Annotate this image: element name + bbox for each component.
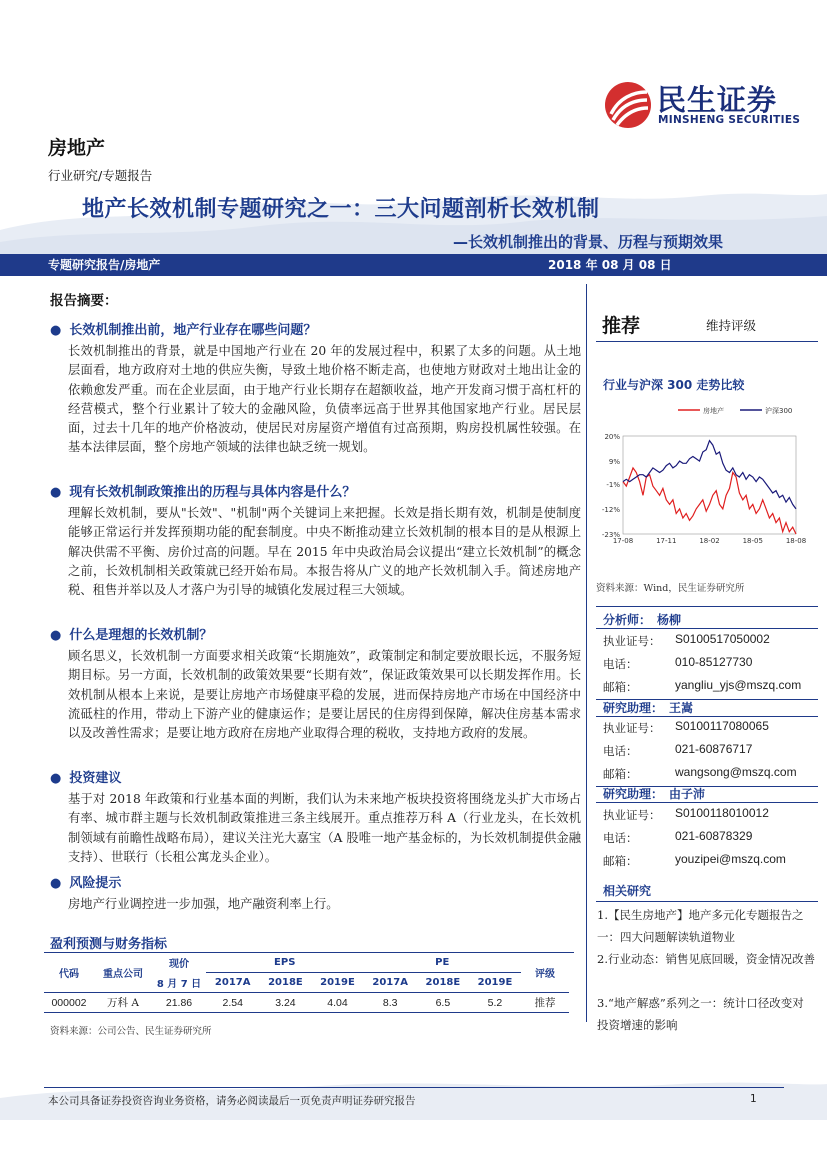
y-tick-label: -12% — [601, 505, 620, 514]
fin-col-code: 代码 — [59, 969, 79, 980]
report-type: 行业研究/专题报告 — [48, 168, 153, 183]
logo-text-cn: 民生证券 — [657, 83, 778, 117]
analyst-2-heading: 研究助理： 王嵩 — [603, 701, 694, 715]
page-number: 1 — [750, 1093, 757, 1105]
analyst-3-email-label: 邮箱： — [603, 854, 638, 868]
y-tick-label: 9% — [608, 458, 620, 467]
analyst-divider-1 — [596, 606, 818, 607]
fin-col-price-date: 8 月 7 日 — [156, 978, 202, 990]
fin-year: 2018E — [425, 977, 461, 988]
analyst-1-license-label: 执业证号： — [603, 634, 661, 648]
summary-question-3: ● 什么是理想的长效机制？ — [50, 628, 213, 643]
related-title: 相关研究 — [603, 884, 652, 898]
rating-label: 推荐 — [602, 315, 641, 337]
table-row — [44, 993, 569, 1013]
summary-paragraph-2: 理解长效机制，要从"长效"、"机制"两个关键词上来把握。长效是指长期有效，机制是使制度能够正常运行并发挥预期功能的配套制度。中央不断推动建立长效机制的根本目的是从根源上解决供需不平衡、房价过高的问题。早在 2015 年中央政治局会议提出“建立长效机制”的概念之前，长效机制相关政策就已经开始布局。本报告将从广义的地产长效机制入手。简述房地产税、租售并举以及人才落户为引导的城镇化发展过程三大领域。 — [68, 506, 581, 598]
column-divider — [586, 284, 587, 1022]
series-line-real-estate — [623, 468, 796, 534]
footer-rule — [44, 1087, 784, 1088]
fin-year: 2018E — [268, 977, 303, 988]
fin-col-eps: EPS — [206, 953, 363, 973]
plot-frame — [623, 436, 796, 534]
fin-cell-pe: 6.5 — [435, 996, 451, 1009]
footer-disclaimer: 本公司具备证券投资咨询业务资格，请务必阅读最后一页免责声明证券研究报告 — [48, 1095, 416, 1107]
analyst-1-phone: 010-85127730 — [675, 655, 753, 669]
report-category: 专题研究报告/房地产 — [48, 258, 161, 272]
summary-label: 报告摘要： — [50, 293, 118, 309]
financials-table — [44, 953, 569, 1013]
x-tick-label: 17-08 — [612, 537, 634, 545]
bullet-icon: ● — [50, 876, 62, 891]
fin-cell-price: 21.86 — [165, 996, 193, 1009]
analyst-divider-1b — [596, 628, 818, 629]
summary-paragraph-5: 房地产行业调控进一步加强，地产融资利率上行。 — [68, 897, 339, 911]
analyst-3-license-label: 执业证号： — [603, 808, 661, 822]
fin-year: 2019E — [477, 977, 513, 988]
related-item-2[interactable]: 2.行业动态：销售见底回暖，资金情况改善 — [597, 952, 815, 966]
minsheng-logo-icon — [603, 78, 653, 130]
fin-cell-eps: 2.54 — [222, 996, 243, 1009]
financials-source: 资料来源：公司公告、民生证券研究所 — [50, 1026, 212, 1037]
fin-cell-code: 000002 — [51, 996, 87, 1009]
chart-title: 行业与沪深 300 走势比较 — [603, 378, 745, 392]
minsheng-logo — [603, 78, 803, 134]
y-tick-label: -1% — [606, 480, 620, 489]
fin-year: 2017A — [214, 977, 251, 988]
fin-cell-company: 万科 A — [107, 997, 139, 1009]
summary-question-1: ● 长效机制推出前，地产行业存在哪些问题？ — [50, 323, 317, 338]
analyst-3-heading: 研究助理： 由子沛 — [603, 787, 706, 801]
summary-paragraph-3: 顾名思义，长效机制一方面要求相关政策“长期施效”，政策制定和制定要放眼长远，不服务短期目标。另一方面，长效机制的政策效果要“长期有效”，保证政策效果可以长期发挥作用。长效机制从根本上来说，是要让房地产市场健康平稳的发展，进而保持房地产市场在中国经济中流砥柱的作用，带动上下游产业的健康运作；是要让居民的住房得到保障，解决住房基本需求以及改善性需求；是要让地方政府在房地产业取得合理的税收，支持地方政府的发展。 — [68, 649, 581, 741]
fin-col-company: 重点公司 — [103, 969, 143, 980]
analyst-2-license-label: 执业证号： — [603, 721, 661, 735]
industry-label: 房地产 — [48, 137, 106, 159]
fin-cell-rating: 推荐 — [534, 997, 556, 1009]
analyst-divider-3b — [596, 802, 818, 803]
report-date: 2018 年 08 月 08 日 — [548, 258, 672, 272]
fin-cell-pe: 8.3 — [382, 996, 398, 1009]
analyst-1-license: S0100517050002 — [675, 632, 770, 646]
summary-question-5: ● 风险提示 — [50, 876, 122, 891]
chart-source: 资料来源：Wind，民生证券研究所 — [596, 583, 745, 594]
bullet-icon: ● — [50, 771, 62, 786]
summary-question-4: ● 投资建议 — [50, 771, 122, 786]
fin-col-rating: 评级 — [535, 969, 555, 980]
x-tick-label: 17-11 — [656, 537, 677, 545]
fin-col-price: 现价 — [169, 959, 189, 971]
analyst-1-phone-label: 电话： — [603, 657, 638, 671]
fin-year: 2017A — [372, 977, 408, 988]
y-tick-label: -23% — [601, 531, 620, 539]
summary-question-2: ● 现有长效机制政策推出的历程与具体内容是什么？ — [50, 485, 356, 500]
rating-divider — [596, 341, 818, 342]
x-tick-label: 18-02 — [699, 537, 720, 545]
analyst-3-email[interactable]: youzipei@mszq.com — [675, 852, 786, 866]
bullet-icon: ● — [50, 323, 62, 338]
analyst-1-heading: 分析师： 杨柳 — [603, 613, 682, 627]
legend-label: 房地产 — [703, 407, 724, 415]
related-item-1[interactable]: 1.【民生房地产】地产多元化专题报告之一：四大问题解读轨道物业 — [597, 908, 804, 944]
legend-label: 沪深300 — [765, 407, 793, 415]
analyst-2-license: S0100117080065 — [675, 719, 769, 733]
fin-cell-eps: 4.04 — [327, 996, 348, 1009]
analyst-2-phone-label: 电话： — [603, 744, 638, 758]
x-tick-label: 18-05 — [742, 537, 763, 545]
analyst-1-email-label: 邮箱： — [603, 680, 638, 694]
financials-title: 盈利预测与财务指标 — [50, 937, 168, 952]
bullet-icon: ● — [50, 628, 62, 643]
analyst-divider-2b — [596, 716, 818, 717]
analyst-2-email[interactable]: wangsong@mszq.com — [675, 765, 797, 779]
y-tick-label: 20% — [604, 433, 620, 441]
analyst-3-phone-label: 电话： — [603, 831, 638, 845]
fin-cell-eps: 3.24 — [275, 996, 296, 1009]
bullet-icon: ● — [50, 485, 62, 500]
fin-year: 2019E — [320, 977, 355, 988]
analyst-1-email[interactable]: yangliu_yjs@mszq.com — [675, 678, 802, 692]
related-item-3[interactable]: 3.“地产解惑”系列之一：统计口径改变对投资增速的影响 — [597, 996, 804, 1032]
fin-cell-pe: 5.2 — [487, 996, 503, 1009]
page-title: 地产长效机制专题研究之一：三大问题剖析长效机制 — [82, 197, 600, 222]
summary-paragraph-1: 长效机制推出的背景，就是中国地产行业在 20 年的发展过程中，积累了太多的问题。从土地层面看，地方政府对土地的供应失衡，导致土地价格不断走高，也使地方财政对土地出让金的依赖愈发严重。而在企业层面，由于地产行业长期存在超额收益，地产开发商习惯于高杠杆的经营模式，整个行业累计了较大的金融风险，负债率远高于世界其他国家地产行业。居民层面，过去十几年的地产价格波动，使居民对房屋资产增值有过高预期，购房投机属性较强。在基本法律层面，整个房地产领域的法律也缺乏统一规划。 — [68, 344, 581, 455]
analyst-2-email-label: 邮箱： — [603, 767, 638, 781]
analyst-3-license: S0100118010012 — [675, 806, 769, 820]
page-subtitle: —长效机制推出的背景、历程与预期效果 — [452, 233, 723, 251]
x-tick-label: 18-08 — [785, 537, 807, 545]
fin-col-pe: PE — [363, 953, 521, 973]
related-divider — [596, 901, 818, 902]
analyst-3-phone: 021-60878329 — [675, 829, 753, 843]
rating-action: 维持评级 — [706, 318, 757, 333]
trend-chart — [596, 396, 818, 556]
summary-paragraph-4: 基于对 2018 年政策和行业基本面的判断，我们认为未来地产板块投资将围绕龙头扩大市场占有率、城市群主题与长效机制政策推进三条主线展开。重点推荐万科 A（行业龙头，在长效机制领域有前瞻性战略布局），建议关注光大嘉宝（A 股唯一地产基金标的，为长效机制提供金融支持）、世联行（长租公寓龙头企业）。 — [68, 792, 581, 864]
analyst-2-phone: 021-60876717 — [675, 742, 753, 756]
logo-text-en: MINSHENG SECURITIES — [658, 114, 801, 126]
